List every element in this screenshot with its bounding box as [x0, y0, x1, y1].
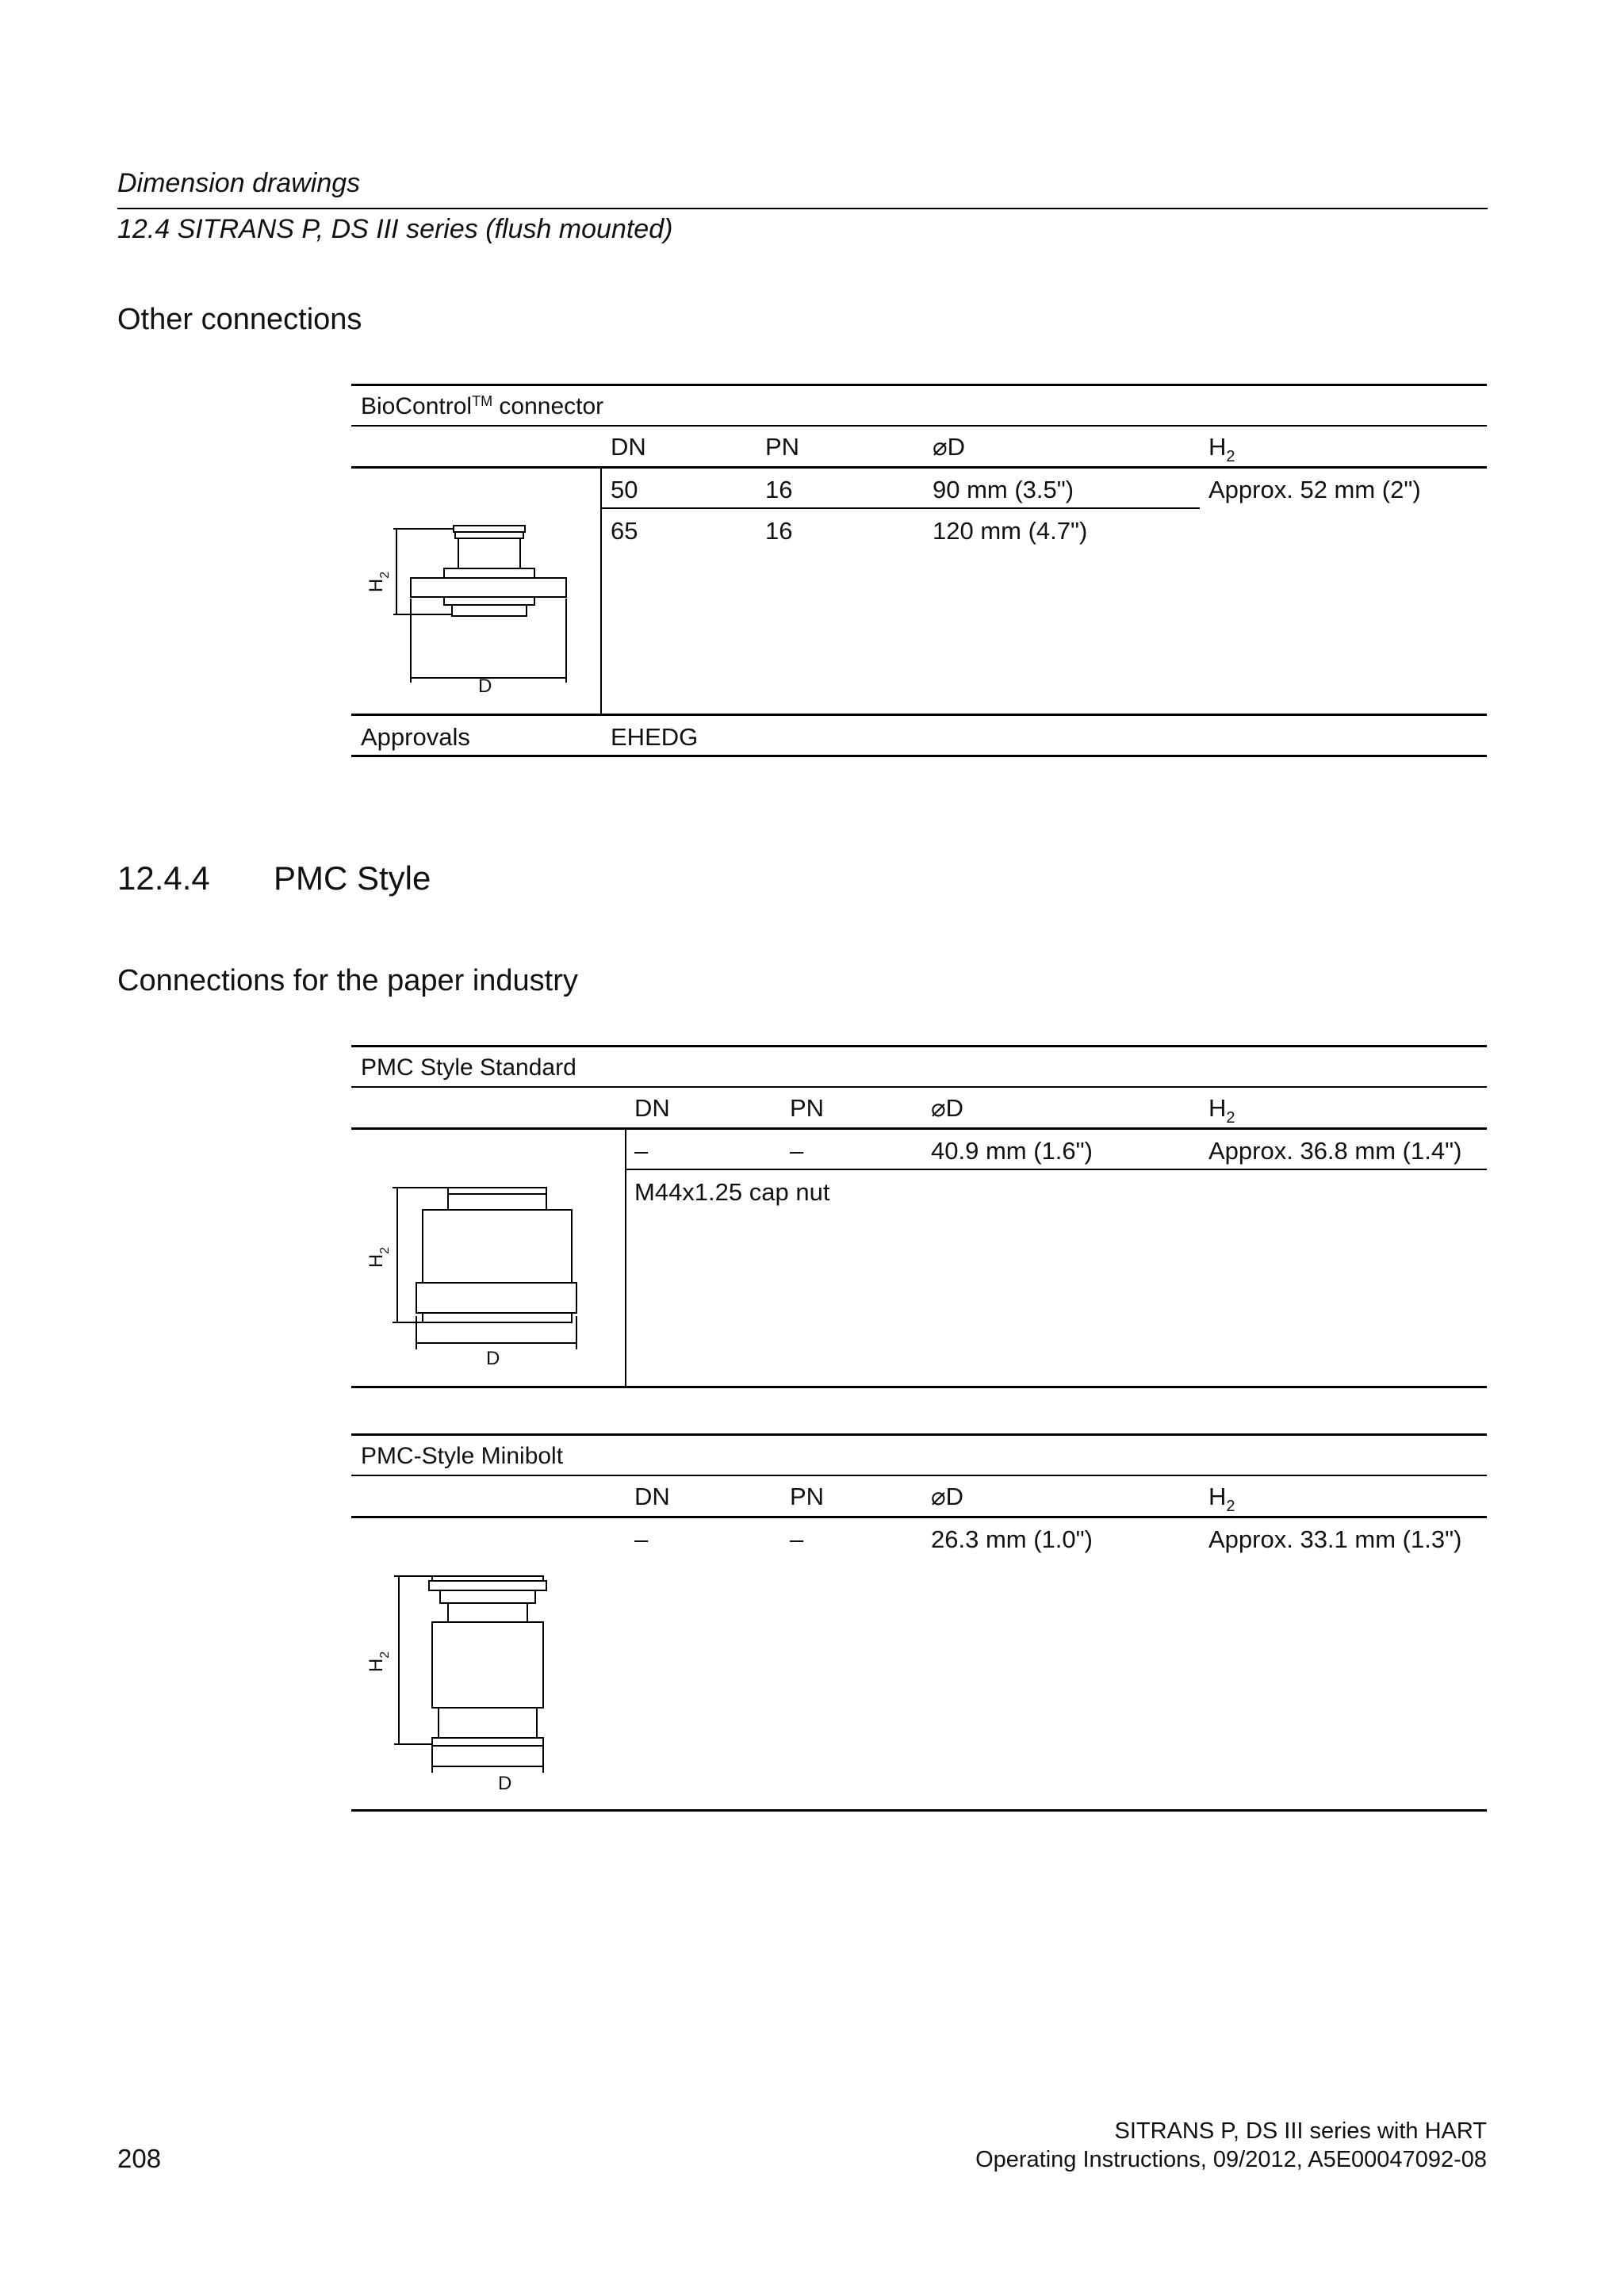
col-diameter: ⌀D — [931, 1483, 964, 1510]
h-text: H — [1208, 433, 1227, 461]
table-cell: Approx. 36.8 mm (1.4") — [1208, 1137, 1462, 1165]
cap-nut-note: M44x1.25 cap nut — [634, 1178, 830, 1206]
drawing-d-label: D — [498, 1773, 512, 1794]
table-cell: 90 mm (3.5") — [933, 476, 1074, 503]
table-cell: Approx. 52 mm (2") — [1208, 476, 1421, 503]
table-rule — [351, 714, 1487, 716]
table-rule — [351, 1086, 1487, 1088]
title-rest: connector — [492, 393, 604, 419]
h-sub: 2 — [378, 1651, 393, 1659]
footer-doc-title: SITRANS P, DS III series with HART — [1114, 2118, 1487, 2144]
footer-doc-info: Operating Instructions, 09/2012, A5E00047092-08 — [975, 2147, 1487, 2172]
table-cell: – — [790, 1137, 804, 1165]
h-text: H — [366, 1253, 388, 1269]
approvals-label: Approvals — [361, 723, 470, 751]
h-text: H — [1208, 1483, 1227, 1510]
col-pn: PN — [790, 1483, 825, 1510]
col-diameter: ⌀D — [931, 1094, 964, 1122]
table-cell: 40.9 mm (1.6") — [931, 1137, 1093, 1165]
table-rule — [351, 425, 1487, 427]
col-h2 — [1208, 433, 1235, 465]
table-title: PMC-Style Minibolt — [361, 1443, 564, 1469]
section-title: 12.4 SITRANS P, DS III series (flush mounted) — [117, 214, 673, 244]
title-sup: TM — [472, 393, 493, 409]
col-divider — [600, 466, 602, 714]
table-rule — [351, 1045, 1487, 1047]
table-rule — [351, 1475, 1487, 1476]
table-cell: 16 — [765, 517, 793, 545]
col-divider — [625, 1127, 626, 1386]
approvals-value: EHEDG — [611, 723, 699, 751]
table-cell: – — [790, 1525, 804, 1553]
col-h2 — [1208, 1483, 1235, 1515]
drawing-h2-label — [366, 571, 393, 593]
h-sub: 2 — [378, 571, 393, 579]
table-cell: 26.3 mm (1.0") — [931, 1525, 1093, 1553]
h-sub: 2 — [1226, 1109, 1235, 1127]
title-text: BioControl — [361, 393, 473, 419]
h-sub: 2 — [1226, 1498, 1235, 1515]
col-dn: DN — [634, 1094, 670, 1122]
h-sub: 2 — [1226, 448, 1235, 465]
h-text: H — [366, 1658, 388, 1673]
table-rule — [351, 1809, 1487, 1812]
table-cell: – — [634, 1525, 649, 1553]
row-rule — [625, 1169, 1487, 1170]
table-rule — [351, 1127, 1487, 1130]
col-diameter: ⌀D — [933, 433, 966, 461]
table-rule — [351, 384, 1487, 386]
table-title: PMC Style Standard — [361, 1054, 576, 1081]
table-rule — [351, 466, 1487, 469]
table-cell: – — [634, 1137, 649, 1165]
table-rule — [351, 1433, 1487, 1436]
header-rule — [117, 208, 1488, 209]
col-dn: DN — [611, 433, 646, 461]
paper-industry-heading: Connections for the paper industry — [117, 964, 578, 997]
table-rule — [351, 755, 1487, 757]
page-number: 208 — [117, 2144, 162, 2173]
h-text: H — [366, 578, 388, 593]
table-cell: 16 — [765, 476, 793, 503]
other-connections-heading: Other connections — [117, 303, 362, 336]
chapter-title: Dimension drawings — [117, 168, 361, 198]
section-heading: PMC Style — [274, 859, 431, 897]
col-pn: PN — [790, 1094, 825, 1122]
table-cell: 120 mm (4.7") — [933, 517, 1088, 545]
pmc-minibolt-drawing — [377, 1568, 583, 1782]
table-cell: 50 — [611, 476, 638, 503]
table-cell: Approx. 33.1 mm (1.3") — [1208, 1525, 1462, 1553]
drawing-h2-label — [366, 1246, 393, 1269]
pmc-standard-drawing — [377, 1181, 583, 1372]
drawing-h2-label — [366, 1651, 393, 1673]
table-title — [361, 393, 603, 420]
section-number: 12.4.4 — [117, 859, 210, 897]
col-h2 — [1208, 1094, 1235, 1127]
table-rule — [351, 1386, 1487, 1388]
col-pn: PN — [765, 433, 800, 461]
table-rule — [351, 1516, 1487, 1518]
biocontrol-drawing — [365, 519, 579, 694]
drawing-d-label: D — [486, 1348, 500, 1369]
drawing-d-label: D — [478, 675, 492, 697]
col-dn: DN — [634, 1483, 670, 1510]
h-sub: 2 — [378, 1246, 393, 1254]
table-cell: 65 — [611, 517, 638, 545]
h-text: H — [1208, 1094, 1227, 1122]
row-rule — [600, 507, 1200, 509]
